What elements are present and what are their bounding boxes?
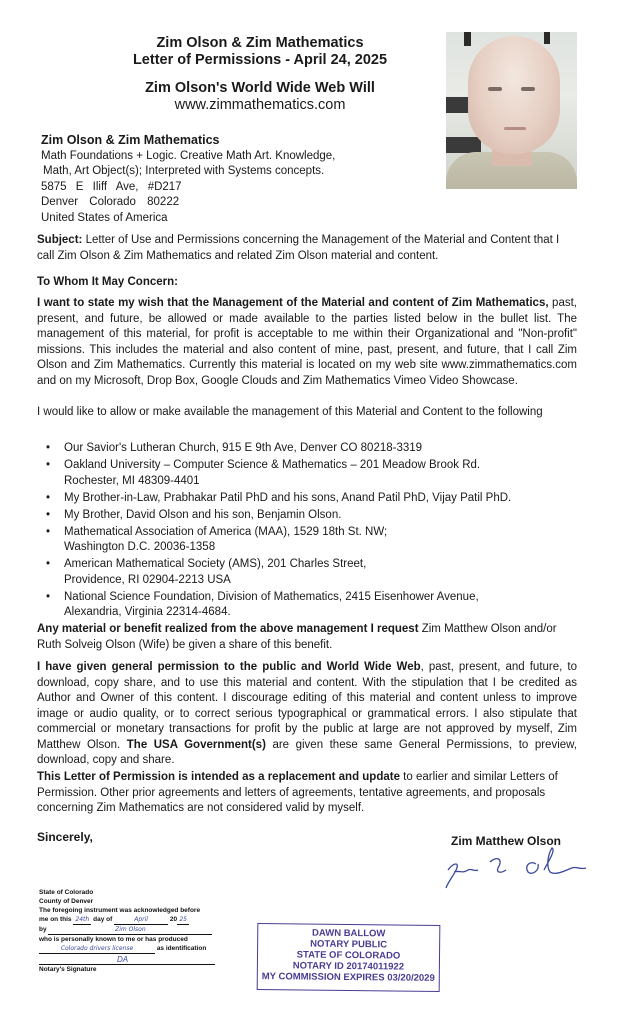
benefit-paragraph-text: Zim Matthew Olson and/or Ruth Solveig Olson (Wife) be given a share of this benefit. xyxy=(37,623,557,651)
stamp-notary-name: DAWN BALLOW xyxy=(312,927,386,940)
author-portrait-photo xyxy=(446,32,577,189)
list-item: • National Science Foundation, Division of Mathematics, 2415 Eisenhower Avenue, Alexandria, Virginia 22314-4684. xyxy=(40,590,580,621)
benefit-paragraph xyxy=(37,622,577,653)
closing-sincerely: Sincerely, xyxy=(37,830,93,844)
letter-header xyxy=(80,35,440,114)
notary-signature-label: Notary's Signature xyxy=(39,966,97,973)
header-line-3: Zim Olson's World Wide Web Will xyxy=(145,80,375,96)
public-permission-bold: I have given general permission to the public and World Wide Web xyxy=(37,661,421,673)
notary-acknowledgment xyxy=(39,888,219,974)
sender-name: Zim Olson & Zim Mathematics xyxy=(41,133,220,147)
notary-year-field: 25 xyxy=(177,915,189,925)
notary-known-line: who is personally known to me or has produced xyxy=(39,936,188,943)
header-line-2: Letter of Permissions - April 24, 2025 xyxy=(132,52,388,68)
sender-address-1: 5875 E Iliff Ave, #D217 xyxy=(41,180,182,193)
list-item: • Our Savior's Lutheran Church, 915 E 9th Ave, Denver CO 80218-3319 xyxy=(40,441,580,457)
stamp-notary-id: NOTARY ID 20174011922 xyxy=(292,960,405,973)
notary-id-field: Colorado drivers license xyxy=(39,944,155,954)
notary-by-line: by Zim Olson xyxy=(39,925,219,935)
notary-signature-mark: DA xyxy=(117,955,129,964)
public-permission-paragraph xyxy=(37,660,577,769)
wish-paragraph xyxy=(37,296,577,389)
notary-signature-line xyxy=(39,954,215,965)
notary-state: State of Colorado xyxy=(39,889,94,896)
notary-county: County of Denver xyxy=(39,898,94,905)
list-item: • My Brother-in-Law, Prabhakar Patil PhD and his sons, Anand Patil PhD, Vijay Patil PhD. xyxy=(40,491,580,507)
replacement-paragraph xyxy=(37,770,577,817)
sender-tagline-2: Math, Art Object(s); Interpreted with Systems concepts. xyxy=(43,165,325,177)
sender-address-2: Denver Colorado 80222 xyxy=(41,196,180,208)
stamp-state: STATE OF COLORADO xyxy=(296,949,401,962)
notary-stamp xyxy=(257,923,441,992)
subject-paragraph xyxy=(37,233,577,264)
sender-country: United States of America xyxy=(41,211,168,224)
government-bold: The USA Government(s) xyxy=(126,738,266,751)
subject-text: Letter of Use and Permissions concerning the Management of the Material and Content that I call Zim Olson & Zim Mathematics and related Zim Olson material and content. xyxy=(37,234,560,262)
notary-month-field: April xyxy=(114,915,168,925)
greeting: To Whom It May Concern: xyxy=(37,276,178,288)
wish-paragraph-bold: I want to state my wish that the Management of the Material and content of Zim Mathematics, xyxy=(37,297,549,309)
stamp-expiration: MY COMMISSION EXPIRES 03/20/2029 xyxy=(261,971,435,984)
allow-paragraph: I would like to allow or make available the management of this Material and Content to the following xyxy=(37,406,543,418)
notary-id-line: Colorado drivers license as identification xyxy=(39,944,219,954)
list-item: • Oakland University – Computer Science & Mathematics – 201 Meadow Brook Rd. Rochester, MI 48309-4401 xyxy=(40,458,580,489)
signer-name: Zim Matthew Olson xyxy=(451,834,562,848)
public-permission-text: , past, present, and future, to download, copy share, and to use this material and content. With the stipulation that I be credited as Author and Owner of this content. I discourage editing of this material and content unless to improve image or audio quality, or to correct serious typographical or grammatical errors. I also stipulate that commercial or monetary transactions for profit by the public at large are not approved by myself, Zim Matthew Olson. xyxy=(37,661,577,751)
notary-day-field: 24th xyxy=(73,915,91,925)
sender-block xyxy=(41,133,335,226)
handwritten-signature-icon xyxy=(440,840,590,890)
notary-ack-line: The foregoing instrument was acknowledged before xyxy=(39,907,201,914)
wish-paragraph-text: past, present, and future, be allowed or made available to the parties listed below in the bullet list. The management of this material, for profit is acceptable to me within their Organizational and "Non-profit" missions. This includes the material and also content of mine, past, present, and future, that I call Zim Olson and Zim Mathematics. Currently this material is located on my web site www.zimmathematics.com and on my Microsoft, Drop Box, Google Clouds and Zim Mathematics Vimeo Video Showcase. xyxy=(37,297,577,387)
list-item: • My Brother, David Olson and his son, Benjamin Olson. xyxy=(40,508,580,524)
replacement-paragraph-bold: This Letter of Permission is intended as a replacement and update xyxy=(37,771,400,783)
sender-tagline-1: Math Foundations + Logic. Creative Math Art. Knowledge, xyxy=(41,149,336,162)
subject-label: Subject: xyxy=(37,234,83,246)
notary-by-field: Zim Olson xyxy=(48,925,212,935)
header-line-1: Zim Olson & Zim Mathematics xyxy=(156,35,364,51)
list-item: • American Mathematical Society (AMS), 201 Charles Street, Providence, RI 02904-2213 USA xyxy=(40,557,580,588)
list-item: • Mathematical Association of America (MAA), 1529 18th St. NW; Washington D.C. 20036-1358 xyxy=(40,525,580,556)
stamp-title: NOTARY PUBLIC xyxy=(310,938,388,951)
benefit-paragraph-bold: Any material or benefit realized from the above management I request xyxy=(37,623,419,635)
government-text: are given these same General Permissions, to preview, download, copy and share. xyxy=(37,738,578,766)
header-website: www.zimmathematics.com xyxy=(174,97,346,113)
parties-bullet-list xyxy=(40,441,580,622)
replacement-paragraph-text: to earlier and similar Letters of Permission. Other prior agreements and letters of agreements, tentative agreements, and proposals concerning Zim Mathematics are not considered valid by myself. xyxy=(37,771,558,814)
notary-date-line: me on this 24th day of April 20 25 xyxy=(39,915,219,925)
